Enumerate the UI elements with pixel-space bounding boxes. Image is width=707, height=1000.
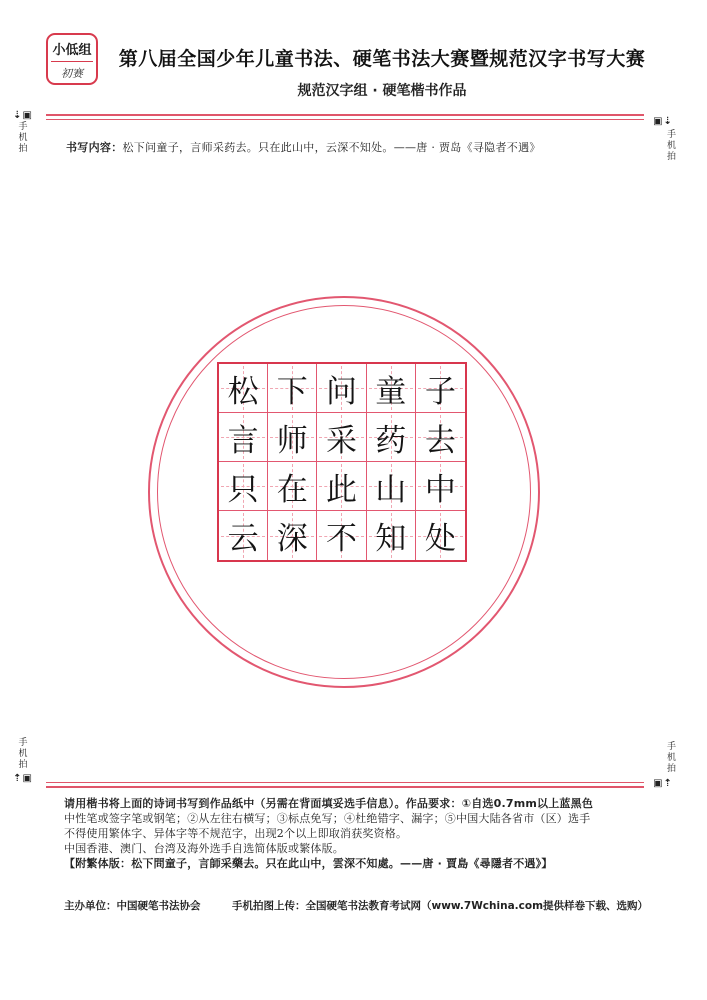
- grid-cell: 处: [416, 511, 465, 560]
- instruction-line: 请用楷书将上面的诗词书写到作品纸中（另需在背面填妥选手信息）。作品要求：①自选0.7mm以上蓝黑色: [64, 797, 594, 810]
- camera-upload-icon: ⇡▣: [13, 773, 33, 784]
- camera-marker-bottom-left: [8, 738, 38, 784]
- grid-cell: 此: [317, 462, 366, 511]
- phone-photo-label: 手机拍: [666, 742, 676, 774]
- grid-cell: 只: [219, 462, 268, 511]
- grid-cell: 山: [367, 462, 416, 511]
- camera-download-icon: ⇣▣: [13, 110, 33, 121]
- upload-label: 手机拍图上传：: [232, 900, 306, 912]
- instructions: [64, 796, 649, 871]
- grid-cell: 药: [367, 413, 416, 462]
- grid-cell: 言: [219, 413, 268, 462]
- bottom-rule: [46, 786, 644, 788]
- camera-upload-icon: ▣⇡: [653, 778, 673, 789]
- grid-cell: 去: [416, 413, 465, 462]
- phone-photo-label: 手机拍: [666, 130, 676, 162]
- round-name: 初赛: [61, 67, 83, 80]
- group-name: 小低组: [52, 43, 92, 58]
- top-rule-thin: [46, 119, 644, 120]
- grid-cell: 童: [367, 364, 416, 413]
- camera-marker-bottom-right: [648, 742, 678, 789]
- traditional-version: 【附繁体版：松下問童子，言師采藥去。只在此山中，雲深不知處。——唐 · 賈島《尋隱者不遇》】: [64, 857, 553, 870]
- writing-content: [66, 139, 656, 155]
- grid-cell: 子: [416, 364, 465, 413]
- grid-cell: 中: [416, 462, 465, 511]
- upload-website: 全国硬笔书法教育考试网（www.7Wchina.com提供样卷下载、选购）: [305, 900, 649, 912]
- camera-download-icon: ▣⇣: [653, 116, 673, 127]
- grid-cell: 问: [317, 364, 366, 413]
- instruction-line: 不得使用繁体字、异体字等不规范字，出现2个以上即取消获奖资格。: [64, 827, 408, 840]
- badge-divider: [51, 61, 93, 62]
- grid-cell: 知: [367, 511, 416, 560]
- instruction-line: 中国香港、澳门、台湾及海外选手自选简体版或繁体版。: [64, 842, 344, 855]
- instruction-line: 中性笔或签字笔或钢笔；②从左往右横写；③标点免写；④杜绝错字、漏字；⑤中国大陆各省市（区）选手: [64, 812, 591, 825]
- camera-marker-top-left: [8, 110, 38, 155]
- grid-cell: 采: [317, 413, 366, 462]
- writing-content-label: 书写内容：: [66, 141, 123, 154]
- phone-photo-label: 手机拍: [18, 738, 28, 770]
- organizer: [64, 898, 201, 913]
- grid-cell: 下: [268, 364, 317, 413]
- organizer-label: 主办单位：: [64, 900, 117, 912]
- writing-content-text: 松下问童子，言师采药去。只在此山中，云深不知处。——唐 · 贾岛《寻隐者不遇》: [122, 141, 541, 154]
- group-badge: [46, 33, 98, 85]
- upload-info: [232, 898, 648, 913]
- page-subtitle: 规范汉字组 · 硬笔楷书作品: [297, 83, 467, 99]
- top-rule: [46, 114, 644, 116]
- grid-cell: 云: [219, 511, 268, 560]
- page-title: 第八届全国少年儿童书法、硬笔书法大赛暨规范汉字书写大赛: [118, 48, 646, 70]
- grid-cell: 不: [317, 511, 366, 560]
- bottom-rule-thin: [46, 782, 644, 783]
- phone-photo-label: 手机拍: [18, 122, 28, 154]
- grid-cell: 师: [268, 413, 317, 462]
- grid-cell: 在: [268, 462, 317, 511]
- organizer-name: 中国硬笔书法协会: [116, 900, 201, 912]
- calligraphy-grid: [217, 362, 467, 562]
- grid-cell: 深: [268, 511, 317, 560]
- grid-cell: 松: [219, 364, 268, 413]
